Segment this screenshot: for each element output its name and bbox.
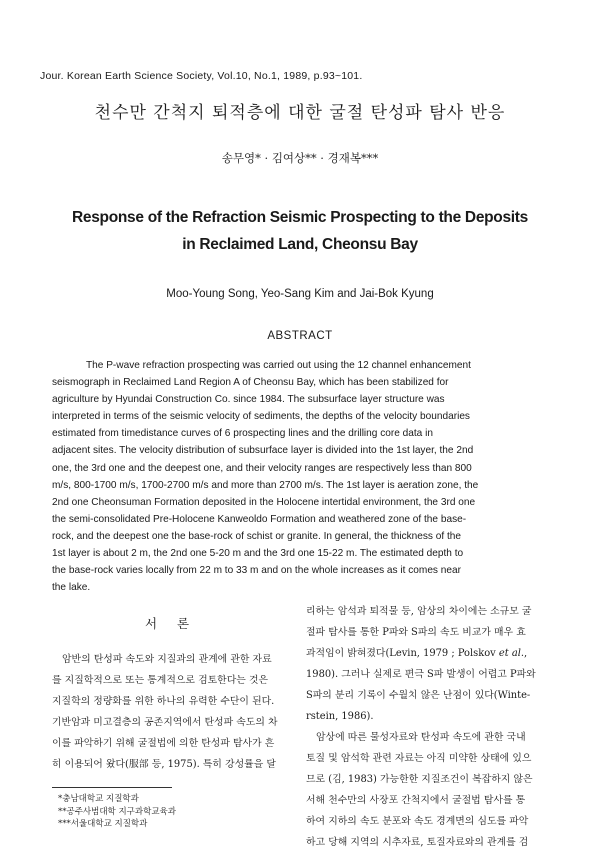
abstract-line: m/s, 800-1700 m/s, 1700-2700 m/s and more than 2700 m/s. The 1st layer is aeration zone, the	[52, 479, 479, 491]
abstract-heading: ABSTRACT	[267, 330, 333, 342]
italic-text: et al.	[498, 648, 525, 659]
journal-citation: Jour. Korean Earth Science Society, Vol.10, No.1, 1989, p.93~101.	[40, 70, 363, 82]
english-title	[0, 204, 600, 258]
body-line: 기반암과 미고결층의 공존지역에서 탄성파 속도의 차	[52, 717, 278, 728]
korean-title: 천수만 간척지 퇴적층에 대한 굴절 탄성파 탐사 반응	[94, 103, 506, 123]
abstract-body	[52, 357, 557, 596]
english-title-line-2: in Reclaimed Land, Cheonsu Bay	[182, 236, 418, 253]
abstract-line: the semi-consolidated Pre-Holocene Kanweoldo Formation and weathered zone of the base-	[52, 513, 467, 525]
abstract-line: one, the 3rd one and the deepest one, and their velocity ranges are respectively less than 800	[52, 462, 472, 474]
footnote-affiliation: **공주사범대학 지구과학교육과	[58, 806, 176, 817]
body-line	[306, 832, 558, 853]
body-text: 하고 당해 지역의 시추자료, 토질자료와의 관계를 검	[306, 837, 529, 848]
body-line	[306, 601, 558, 622]
body-text: 서해 천수만의 사장포 간척지에서 굴절법 탐사를 통	[306, 795, 526, 806]
body-line	[306, 643, 558, 664]
body-line	[306, 685, 558, 706]
korean-authors: 송무영* · 김여상** · 경재복***	[221, 151, 379, 165]
body-line	[306, 769, 558, 790]
abstract-line: agriculture by Hyundai Construction Co. since 1984. The subsurface layer structure was	[52, 394, 445, 406]
body-text: ,	[524, 648, 528, 659]
introduction-right-column	[306, 601, 558, 853]
footnote-divider	[52, 787, 172, 788]
abstract-line: 1st layer is about 2 m, the 2nd one 5-20 m and the 3rd one 15-22 m. The estimated depth to	[52, 548, 464, 560]
body-line: 이를 파악하기 위해 굴절법에 의한 탄성파 탐사가 흔	[52, 738, 275, 749]
english-title-line-1: Response of the Refraction Seismic Prospecting to the Deposits	[72, 209, 528, 226]
body-text: 토질 및 암석학 관련 자료는 아직 미약한 상태에 있으	[306, 753, 532, 764]
body-text: 절파 탐사를 통한 P파와 S파의 속도 비교가 매우 효	[306, 627, 526, 638]
abstract-line: estimated from timedistance curves of 6 prospecting lines and the drilling core data in	[52, 428, 433, 440]
body-line	[306, 622, 558, 643]
abstract-line: adjacent sites. The velocity distribution of subsurface layer is divided into the 1st layer, the 2nd	[52, 445, 474, 457]
footnotes	[58, 793, 176, 831]
body-text: 하여 지하의 속도 분포와 속도 경계면의 심도를 파악	[306, 816, 529, 827]
body-text: 1980). 그러나 실제로 편극 S파 발생이 어렵고 P파와	[306, 669, 536, 680]
body-text: 리하는 암석과 퇴적물 등, 암상의 차이에는 소규모 굴	[306, 606, 532, 617]
introduction-heading: 서 론	[144, 616, 198, 631]
english-authors: Moo-Young Song, Yeo-Sang Kim and Jai-Bok Kyung	[166, 288, 434, 300]
body-line: 암반의 탄성파 속도와 지질과의 관계에 관한 자료	[62, 654, 272, 665]
introduction-left-column	[52, 649, 290, 775]
footnote-affiliation: ***서울대학교 지질학과	[58, 819, 148, 829]
body-line: 를 지질학적으로 또는 통계적으로 검토한다는 것은	[52, 675, 269, 686]
body-text: 므로 (김, 1983) 가능한한 지질조건이 복잡하지 않은	[306, 774, 533, 785]
abstract-line: rock, and the deepest one the base-rock of schist or granite. In general, the thickness of the	[52, 530, 462, 542]
body-line: 지질학의 정량화를 위한 하나의 유력한 수단이 된다.	[52, 696, 275, 707]
body-line	[306, 706, 558, 727]
body-text: S파의 분리 기록이 수월치 않은 난점이 있다(Winte-	[306, 690, 531, 701]
body-text: 암상에 따른 물성자료와 탄성파 속도에 관한 국내	[316, 732, 526, 743]
abstract-line: The P-wave refraction prospecting was carried out using the 12 channel enhancement	[86, 360, 471, 371]
body-line	[306, 727, 558, 748]
abstract-line: 2nd one Cheonsuman Formation deposited in the Holocene intertidal environment, the 3rd one	[52, 496, 476, 508]
body-text: rstein, 1986).	[306, 711, 374, 722]
abstract-line: the base-rock varies locally from 22 m to 33 m and on the whole increases as it comes near	[52, 565, 461, 577]
abstract-line: the lake.	[52, 582, 91, 594]
abstract-line: interpreted in terms of the seismic velocity of sediments, the depths of the velocity boundaries	[52, 411, 470, 423]
body-line	[306, 811, 558, 832]
body-text: 과적임이 밝혀졌다(Levin, 1979 ; Polskov	[306, 648, 499, 659]
abstract-line: seismograph in Reclaimed Land Region A of Cheonsu Bay, which has been stabilized for	[52, 377, 449, 389]
body-line	[306, 790, 558, 811]
body-line: 히 이용되어 왔다(服部 등, 1975). 특히 강성률을 달	[52, 759, 276, 770]
body-line	[306, 748, 558, 769]
body-line	[306, 664, 558, 685]
footnote-affiliation: *충남대학교 지질학과	[58, 794, 139, 804]
